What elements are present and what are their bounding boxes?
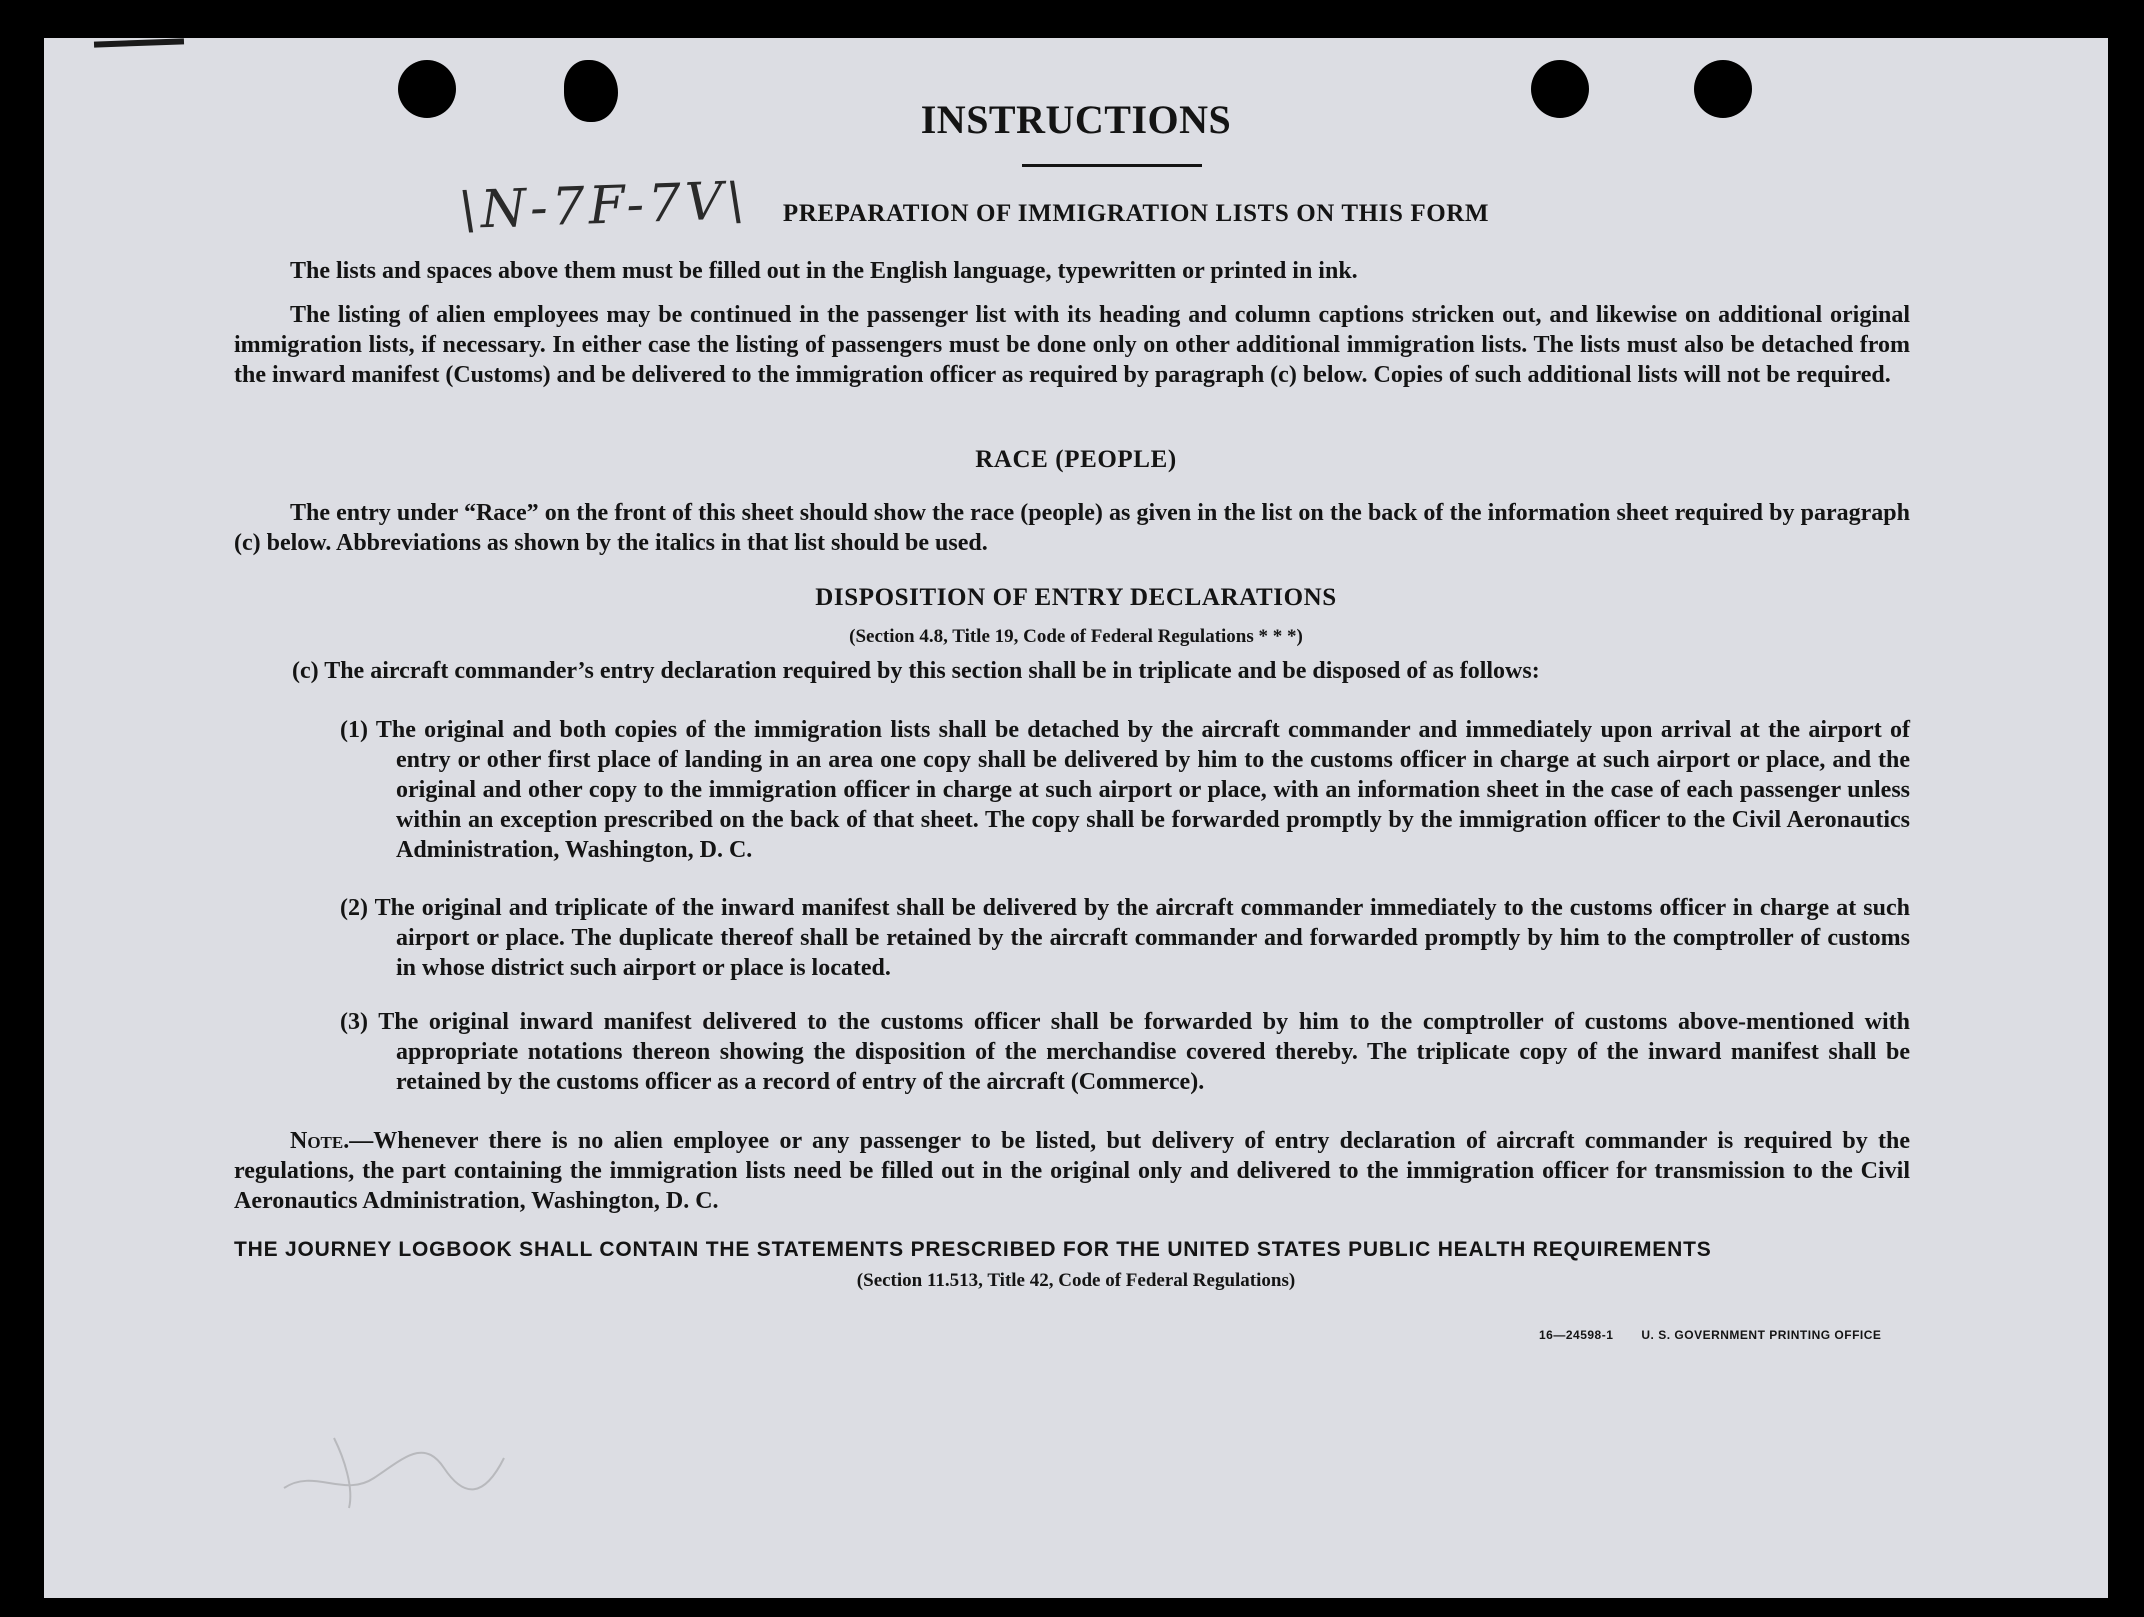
note-label: Note. [290,1128,350,1154]
preparation-heading: PREPARATION OF IMMIGRATION LISTS ON THIS FORM [782,200,1490,227]
race-paragraph: The entry under “Race” on the front of this sheet should show the race (people) as given in the list on the back of the information sheet required by paragraph (c) below. Abbreviations as shown by the italics in that list should be used. [234,500,1910,556]
document-page [44,38,2108,1598]
title-underline [1022,164,1202,167]
preparation-paragraph-1: The lists and spaces above them must be filled out in the English language, typewritten or printed in ink. [290,258,1358,284]
race-heading: RACE (PEOPLE) [975,446,1177,473]
note-text: —Whenever there is no alien employee or any passenger to be listed, but delivery of entry declaration of aircraft commander is required by the regulations, the part containing the immigration lists need be filled out in the original only and delivered to the immigration officer for transmission to the Civil Aeronautics Administration, Washington, D. C. [234,1128,1910,1214]
disposition-item-2: (2) The original and triplicate of the inward manifest shall be delivered by the aircraft commander immediately to the customs officer in charge at such airport or place. The duplicate thereof shall be retained by the aircraft commander and forwarded promptly by him to the comptroller of customs in whose district such airport or place is located. [340,895,1910,981]
disposition-intro: (c) The aircraft commander’s entry declaration required by this section shall be in triplicate and be disposed of as follows: [292,658,1540,684]
health-citation: (Section 11.513, Title 42, Code of Federal Regulations) [856,1270,1296,1291]
health-statement: THE JOURNEY LOGBOOK SHALL CONTAIN THE STATEMENTS PRESCRIBED FOR THE UNITED STATES PUBLIC HEALTH REQUIREMENTS [234,1238,1712,1261]
faint-signature-mark [274,1398,514,1518]
printer-name: U. S. GOVERNMENT PRINTING OFFICE [1641,1328,1882,1342]
disposition-citation: (Section 4.8, Title 19, Code of Federal Regulations * * *) [849,626,1303,647]
form-number: 16—24598-1 [1539,1328,1614,1342]
print-footer [1539,1328,1909,1342]
disposition-heading: DISPOSITION OF ENTRY DECLARATIONS [815,584,1337,611]
preparation-paragraph-2: The listing of alien employees may be continued in the passenger list with its heading and column captions stricken out, and likewise on additional original immigration lists, if necessary. In either case the listing of passengers must be done only on other additional immigration lists. The lists must also be detached from the inward manifest (Customs) and be delivered to the immigration officer as required by paragraph (c) below. Copies of such additional lists will not be required. [234,302,1910,388]
disposition-item-1: (1) The original and both copies of the immigration lists shall be detached by the aircraft commander and immediately upon arrival at the airport of entry or other first place of landing in an area one copy shall be delivered by him to the customs officer in charge at such airport or place, and the original and other copy to the immigration officer in charge at such airport or place, with an information sheet in the case of each passenger unless within an exception prescribed on the back of that sheet. The copy shall be forwarded promptly by the immigration officer to the Civil Aeronautics Administration, Washington, D. C. [340,717,1910,863]
handwritten-annotation: \N-7F-7V\ [458,170,750,242]
page-title: INSTRUCTIONS [920,97,1232,142]
note-paragraph [234,1126,1910,1216]
edge-mark [94,38,184,47]
disposition-item-3: (3) The original inward manifest delivered to the customs officer shall be forwarded by him to the comptroller of customs above-mentioned with appropriate notations thereon showing the disposition of the merchandise covered thereby. The triplicate copy of the inward manifest shall be retained by the customs officer as a record of entry of the aircraft (Commerce). [340,1009,1910,1095]
